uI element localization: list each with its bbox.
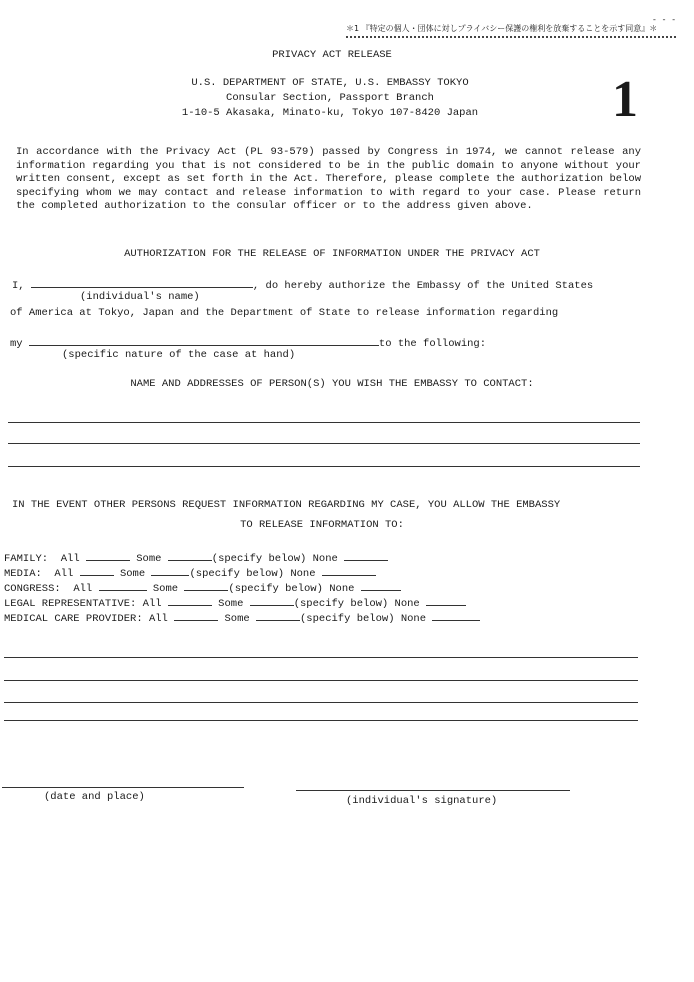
- name-caption: (individual's name): [80, 291, 200, 303]
- category-family: [4, 550, 388, 566]
- contact-heading: NAME AND ADDRESSES OF PERSON(S) YOU WISH THE EMBASSY TO CONTACT:: [130, 378, 534, 390]
- contact-line-1[interactable]: [8, 422, 640, 423]
- case-nature-field[interactable]: [29, 335, 379, 346]
- specify-label: (specify below): [293, 598, 389, 610]
- medical-some-field[interactable]: [256, 610, 300, 621]
- i-label: I,: [12, 280, 25, 292]
- all-label: All: [54, 568, 74, 580]
- media-all-field[interactable]: [80, 565, 114, 576]
- specify-line-3[interactable]: [4, 702, 638, 703]
- corner-marks: - - -: [652, 16, 677, 25]
- dotted-divider: [346, 36, 676, 38]
- date-place-caption: (date and place): [44, 791, 145, 803]
- event-heading-line1: IN THE EVENT OTHER PERSONS REQUEST INFORMATION REGARDING MY CASE, YOU ALLOW THE EMBASSY: [12, 499, 561, 511]
- medical-all-field[interactable]: [174, 610, 218, 621]
- page-number: 1: [612, 71, 638, 128]
- family-some-field[interactable]: [168, 550, 212, 561]
- none-label: None: [312, 553, 338, 565]
- family-all-field[interactable]: [86, 550, 130, 561]
- top-note: ＊1 『特定の個人・団体に対しプライバシー保護の権利を放棄することを示す同意』＊: [346, 24, 658, 33]
- none-label: None: [400, 613, 427, 625]
- media-none-field[interactable]: [322, 565, 376, 576]
- category-legal: [4, 595, 466, 611]
- some-label: Some: [119, 568, 146, 580]
- category-label: LEGAL REPRESENTATIVE:: [4, 598, 137, 610]
- specify-label: (specify below): [189, 568, 284, 580]
- some-label: Some: [136, 553, 162, 565]
- case-caption: (specific nature of the case at hand): [62, 349, 296, 361]
- none-label: None: [394, 598, 420, 610]
- none-label: None: [290, 568, 316, 580]
- specify-label: (specify below): [228, 583, 323, 595]
- some-label: Some: [218, 598, 244, 610]
- legal-some-field[interactable]: [250, 595, 294, 606]
- some-label: Some: [224, 613, 250, 625]
- contact-line-3[interactable]: [8, 466, 640, 467]
- category-label: MEDIA:: [4, 568, 42, 580]
- category-label: FAMILY:: [4, 553, 49, 565]
- specify-line-2[interactable]: [4, 680, 638, 681]
- individual-name-field[interactable]: [31, 277, 253, 288]
- congress-none-field[interactable]: [361, 580, 401, 591]
- form-title: PRIVACY ACT RELEASE: [272, 49, 392, 61]
- category-label: MEDICAL CARE PROVIDER:: [4, 613, 143, 625]
- all-label: All: [60, 553, 80, 565]
- address-line3: 1-10-5 Akasaka, Minato-ku, Tokyo 107-8420 Japan: [181, 107, 479, 119]
- category-label: CONGRESS:: [4, 583, 61, 595]
- category-congress: [4, 580, 401, 596]
- specify-line-4[interactable]: [4, 720, 638, 721]
- auth-line2: of America at Tokyo, Japan and the Department of State to release information regarding: [10, 307, 559, 319]
- legal-all-field[interactable]: [168, 595, 212, 606]
- all-label: All: [148, 613, 168, 625]
- address-line2: Consular Section, Passport Branch: [226, 92, 434, 104]
- family-none-field[interactable]: [344, 550, 388, 561]
- to-following-text: to the following:: [378, 338, 487, 350]
- event-heading-line2: TO RELEASE INFORMATION TO:: [240, 519, 404, 531]
- all-label: All: [142, 598, 162, 610]
- authorization-heading: AUTHORIZATION FOR THE RELEASE OF INFORMATION UNDER THE PRIVACY ACT: [124, 248, 540, 260]
- hereby-text: , do hereby authorize the Embassy of the United States: [252, 280, 594, 292]
- my-label: my: [10, 338, 23, 350]
- medical-none-field[interactable]: [432, 610, 480, 621]
- specify-label: (specify below): [300, 613, 395, 625]
- specify-line-1[interactable]: [4, 657, 638, 658]
- signature-line[interactable]: [296, 790, 570, 791]
- category-medical: [4, 610, 480, 626]
- all-label: All: [73, 583, 93, 595]
- address-line1: U.S. DEPARTMENT OF STATE, U.S. EMBASSY TOKYO: [191, 77, 469, 89]
- some-label: Some: [152, 583, 179, 595]
- signature-caption: (individual's signature): [346, 795, 498, 807]
- specify-label: (specify below): [211, 553, 307, 565]
- none-label: None: [329, 583, 355, 595]
- intro-paragraph: In accordance with the Privacy Act (PL 93-579) passed by Congress in 1974, we cannot release any information regarding you that is not considered to be in the public domain to anyone without your written consent, except as set forth in the Act. Therefore, please complete the authorization below specifying whom we may contact and release information to with regard to your case. Please return the completed authorization to the consular officer or to the address given above.: [16, 146, 641, 213]
- contact-line-2[interactable]: [8, 443, 640, 444]
- category-media: [4, 565, 376, 581]
- congress-some-field[interactable]: [184, 580, 228, 591]
- date-place-line[interactable]: [2, 787, 244, 788]
- media-some-field[interactable]: [151, 565, 189, 576]
- legal-none-field[interactable]: [426, 595, 466, 606]
- congress-all-field[interactable]: [99, 580, 147, 591]
